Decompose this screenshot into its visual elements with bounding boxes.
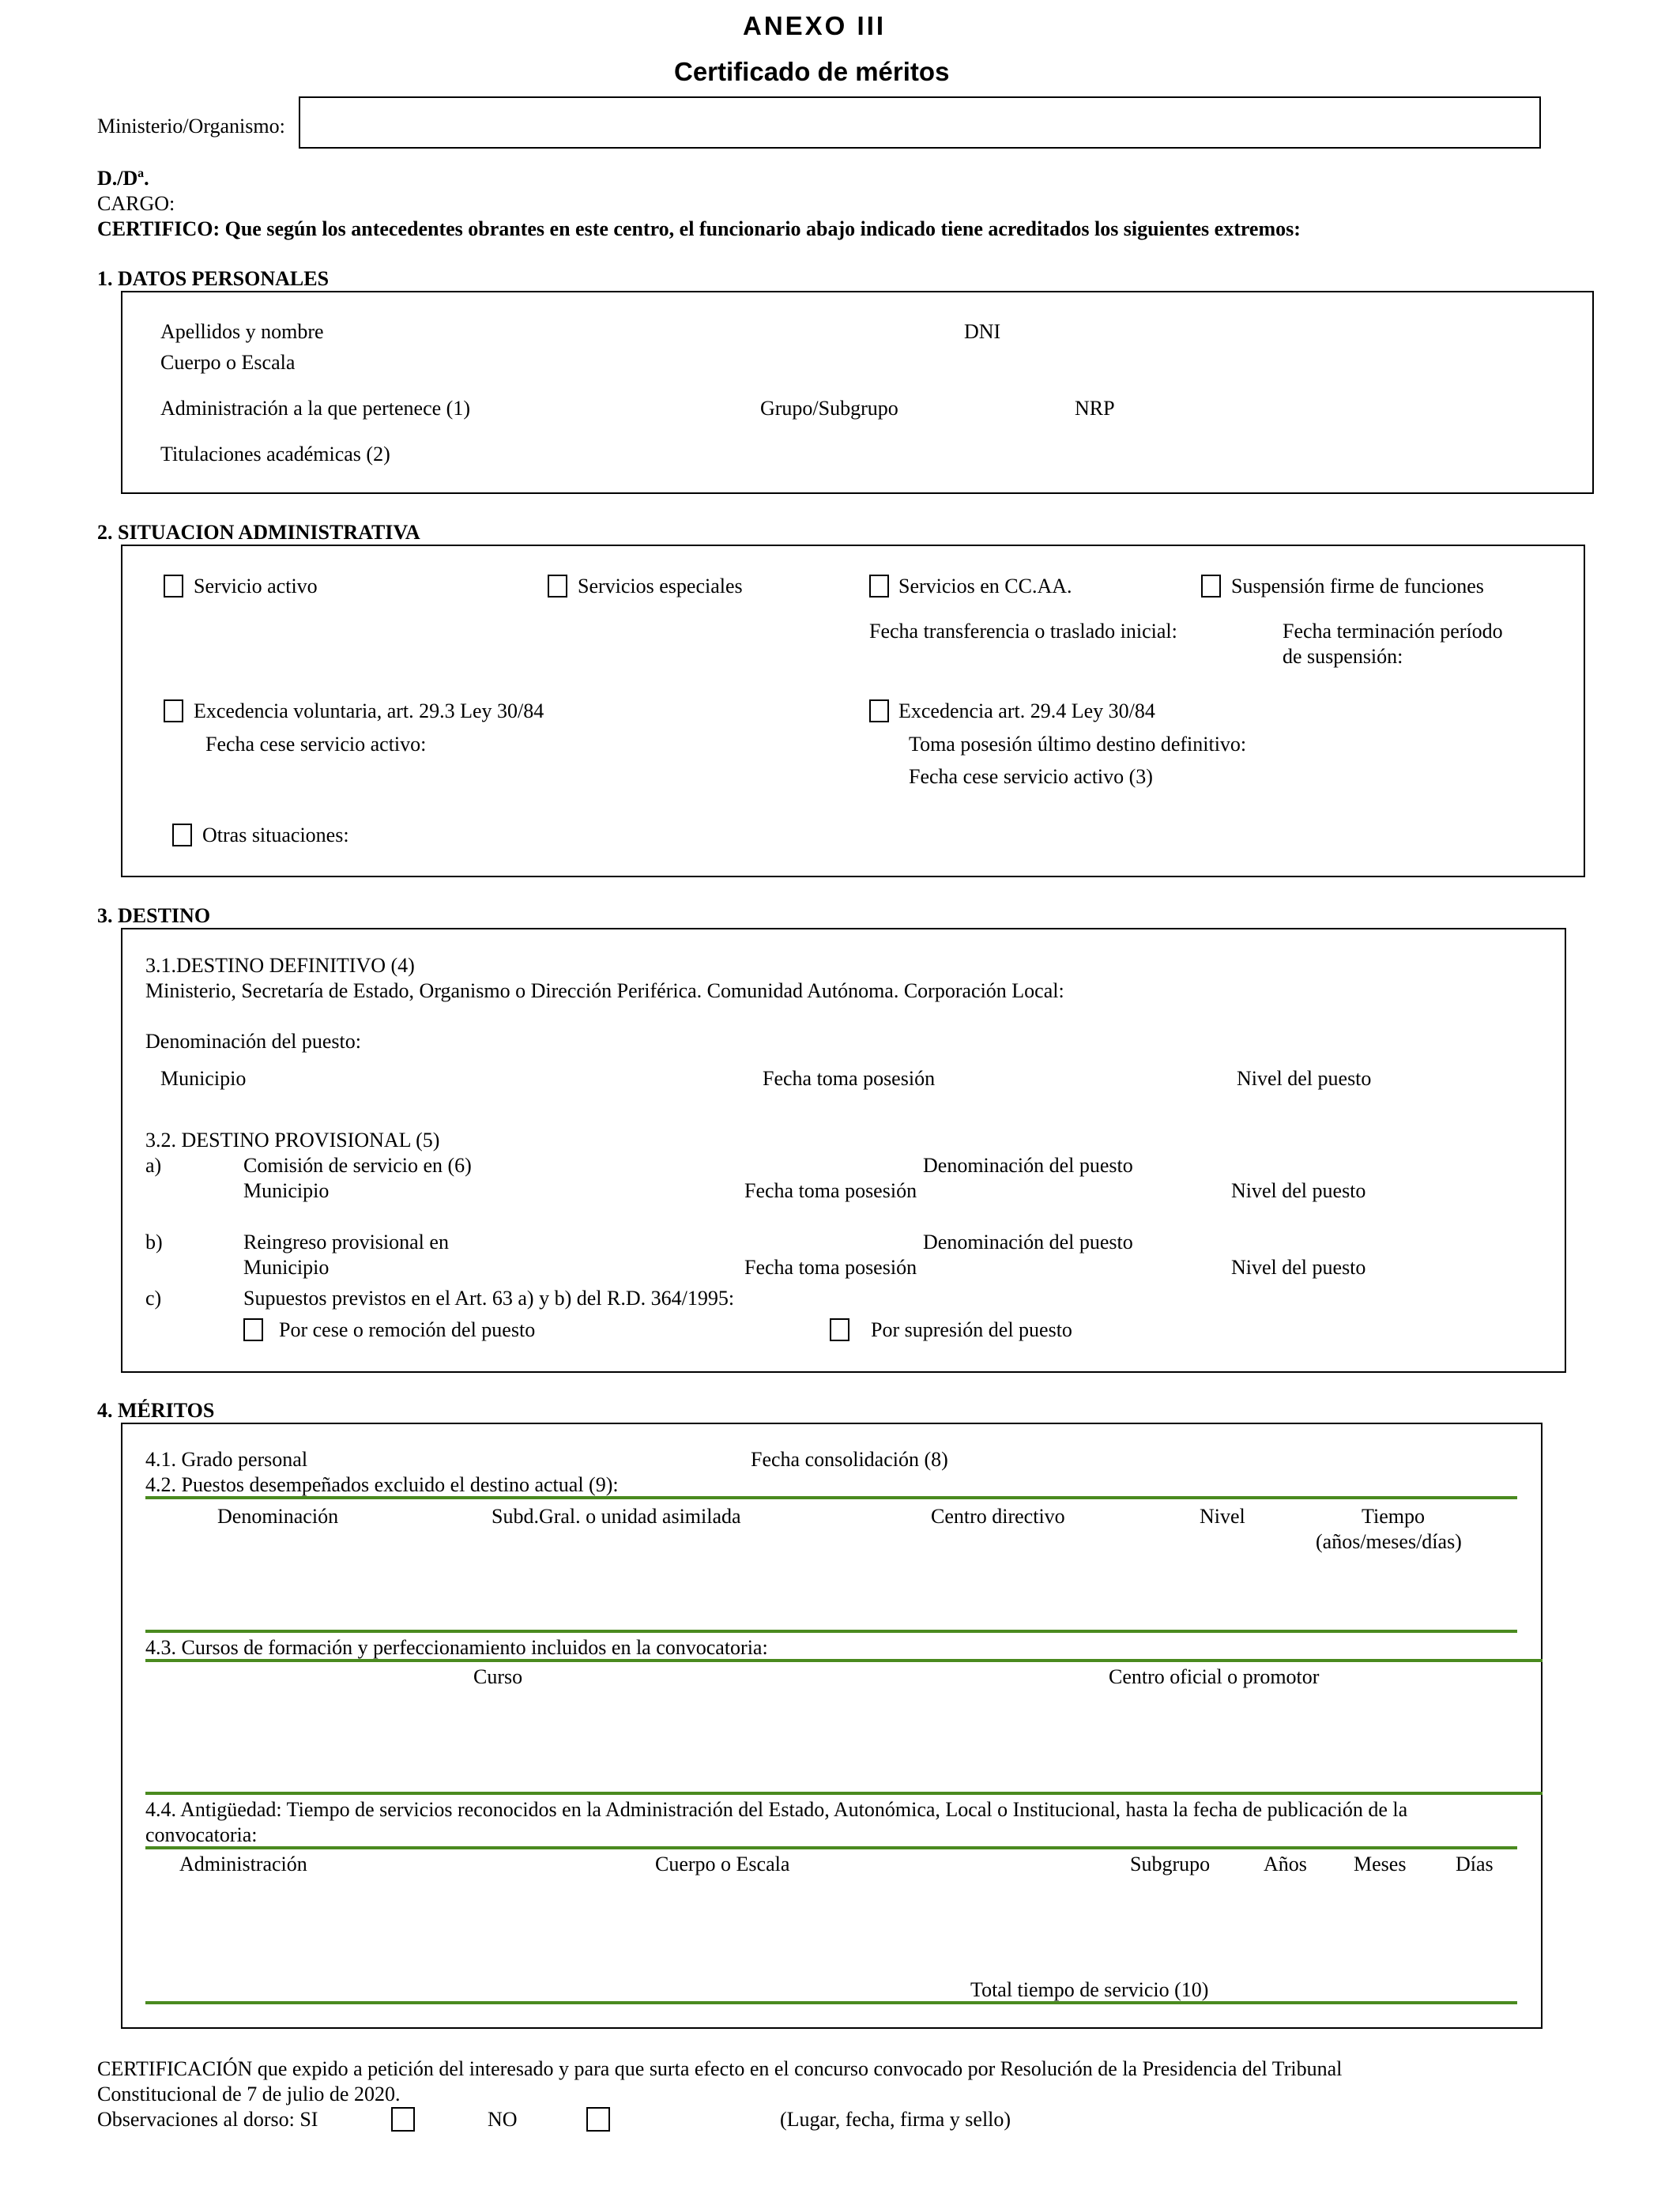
administracion-label: Administración a la que pertenece (1) — [160, 397, 470, 420]
denominacion-puesto-label: Denominación del puesto: — [145, 1030, 361, 1053]
cursos-top-rule — [145, 1659, 1543, 1662]
annex-title: ANEXO III — [743, 11, 887, 40]
servicios-especiales-label: Servicios especiales — [578, 575, 743, 598]
municipio-label: Municipio — [160, 1067, 247, 1090]
lugar-fecha-firma-label: (Lugar, fecha, firma y sello) — [780, 2108, 1011, 2131]
col-anos: Años — [1264, 1853, 1307, 1875]
a-fecha-label: Fecha toma posesión — [744, 1179, 917, 1202]
section4-heading: 4. MÉRITOS — [97, 1399, 215, 1422]
toma-posesion-label: Toma posesión último destino definitivo: — [909, 733, 1247, 756]
supresion-checkbox[interactable] — [830, 1318, 849, 1341]
b-municipio-label: Municipio — [243, 1256, 330, 1279]
col-tiempo: Tiempo — [1362, 1505, 1425, 1528]
fecha-consolidacion-label: Fecha consolidación (8) — [751, 1448, 948, 1471]
excedencia-voluntaria-checkbox[interactable] — [164, 699, 183, 722]
antiguedad-label-2: convocatoria: — [145, 1823, 258, 1846]
ministry-field[interactable] — [299, 96, 1541, 149]
nivel-puesto-label: Nivel del puesto — [1237, 1067, 1372, 1090]
observaciones-label: Observaciones al dorso: SI — [97, 2108, 318, 2131]
excedencia-voluntaria-label: Excedencia voluntaria, art. 29.3 Ley 30/84 — [194, 699, 544, 722]
servicios-especiales-checkbox[interactable] — [548, 575, 567, 598]
a-nivel-label: Nivel del puesto — [1231, 1179, 1366, 1202]
suspension-label: Suspensión firme de funciones — [1231, 575, 1484, 598]
otras-situaciones-label: Otras situaciones: — [202, 824, 349, 846]
col-dias: Días — [1456, 1853, 1494, 1875]
suspension-checkbox[interactable] — [1201, 575, 1221, 598]
puestos-top-rule — [145, 1496, 1517, 1499]
b-nivel-label: Nivel del puesto — [1231, 1256, 1366, 1279]
puestos-desempenados-label: 4.2. Puestos desempeñados excluido el destino actual (9): — [145, 1473, 619, 1496]
section2-heading: 2. SITUACION ADMINISTRATIVA — [97, 521, 420, 544]
excedencia-294-label: Excedencia art. 29.4 Ley 30/84 — [898, 699, 1155, 722]
col-centro-directivo: Centro directivo — [931, 1505, 1065, 1528]
col-centro-oficial: Centro oficial o promotor — [1109, 1665, 1320, 1688]
cursos-label: 4.3. Cursos de formación y perfeccionamiento incluidos en la convocatoria: — [145, 1636, 768, 1659]
col-subgrupo: Subgrupo — [1130, 1853, 1211, 1875]
excedencia-294-checkbox[interactable] — [869, 699, 889, 722]
a-municipio-label: Municipio — [243, 1179, 330, 1202]
certificacion-text-2: Constitucional de 7 de julio de 2020. — [97, 2083, 401, 2105]
dd-label: D./Dª. — [97, 167, 149, 190]
servicios-ccaa-label: Servicios en CC.AA. — [898, 575, 1072, 598]
grado-personal-label: 4.1. Grado personal — [145, 1448, 308, 1471]
servicio-activo-checkbox[interactable] — [164, 575, 183, 598]
titulaciones-label: Titulaciones académicas (2) — [160, 443, 390, 466]
grupo-label: Grupo/Subgrupo — [760, 397, 898, 420]
destino-definitivo-title: 3.1.DESTINO DEFINITIVO (4) — [145, 954, 415, 977]
cese-remocion-checkbox[interactable] — [243, 1318, 263, 1341]
cursos-bottom-rule — [145, 1792, 1543, 1795]
fecha-terminacion-label-2: de suspensión: — [1283, 645, 1403, 668]
reingreso-label: Reingreso provisional en — [243, 1231, 449, 1253]
observaciones-no-checkbox[interactable] — [586, 2107, 610, 2132]
comision-label: Comisión de servicio en (6) — [243, 1154, 472, 1177]
b-denominacion-label: Denominación del puesto — [923, 1231, 1133, 1253]
antiguedad-top-rule — [145, 1846, 1517, 1849]
antiguedad-bottom-rule — [145, 2001, 1517, 2004]
cargo-label: CARGO: — [97, 192, 175, 215]
col-subd-gral: Subd.Gral. o unidad asimilada — [492, 1505, 741, 1528]
fecha-cese-label: Fecha cese servicio activo: — [205, 733, 427, 756]
servicio-activo-label: Servicio activo — [194, 575, 318, 598]
fecha-transferencia-label: Fecha transferencia o traslado inicial: — [869, 620, 1177, 643]
col-meses: Meses — [1354, 1853, 1407, 1875]
supresion-label: Por supresión del puesto — [871, 1318, 1072, 1341]
total-tiempo-label: Total tiempo de servicio (10) — [970, 1978, 1209, 2001]
col-nivel: Nivel — [1200, 1505, 1245, 1528]
col-curso: Curso — [473, 1665, 523, 1688]
certificacion-text: CERTIFICACIÓN que expido a petición del interesado y para que surta efecto en el concurso convocado por Resolución de la Presidencia del Tribunal — [97, 2057, 1343, 2080]
certifico-statement: CERTIFICO: Que según los antecedentes obrantes en este centro, el funcionario abajo indicado tiene acreditados los siguientes extremos: — [97, 217, 1301, 240]
apellidos-label: Apellidos y nombre — [160, 320, 324, 343]
destino-definitivo-ministerio: Ministerio, Secretaría de Estado, Organismo o Dirección Periférica. Comunidad Autónoma. Corporación Local: — [145, 979, 1064, 1002]
section3-heading: 3. DESTINO — [97, 904, 211, 927]
servicios-ccaa-checkbox[interactable] — [869, 575, 889, 598]
antiguedad-label: 4.4. Antigüedad: Tiempo de servicios reconocidos en la Administración del Estado, Autonómica, Local o Institucional, hasta la fecha de publicación de la — [145, 1798, 1408, 1821]
ministry-label: Ministerio/Organismo: — [97, 115, 285, 138]
fecha-cese-3-label: Fecha cese servicio activo (3) — [909, 765, 1153, 788]
otras-situaciones-checkbox[interactable] — [172, 824, 192, 846]
nrp-label: NRP — [1075, 397, 1115, 420]
observaciones-si-checkbox[interactable] — [391, 2107, 415, 2132]
puestos-bottom-rule — [145, 1630, 1517, 1633]
cese-remocion-label: Por cese o remoción del puesto — [279, 1318, 536, 1341]
b-fecha-label: Fecha toma posesión — [744, 1256, 917, 1279]
dni-label: DNI — [964, 320, 1001, 343]
item-c-marker: c) — [145, 1287, 162, 1310]
col-administracion: Administración — [179, 1853, 307, 1875]
col-tiempo-units: (años/meses/días) — [1316, 1530, 1462, 1553]
destino-provisional-title: 3.2. DESTINO PROVISIONAL (5) — [145, 1129, 440, 1152]
item-a-marker: a) — [145, 1154, 162, 1177]
section1-heading: 1. DATOS PERSONALES — [97, 267, 330, 290]
supuestos-label: Supuestos previstos en el Art. 63 a) y b) del R.D. 364/1995: — [243, 1287, 735, 1310]
fecha-toma-label: Fecha toma posesión — [763, 1067, 936, 1090]
a-denominacion-label: Denominación del puesto — [923, 1154, 1133, 1177]
observaciones-no-label: NO — [488, 2108, 518, 2131]
col-cuerpo-escala: Cuerpo o Escala — [655, 1853, 790, 1875]
page-title: Certificado de méritos — [674, 57, 950, 86]
cuerpo-label: Cuerpo o Escala — [160, 351, 296, 374]
fecha-terminacion-label: Fecha terminación período — [1283, 620, 1503, 643]
item-b-marker: b) — [145, 1231, 163, 1253]
col-denominacion: Denominación — [217, 1505, 339, 1528]
